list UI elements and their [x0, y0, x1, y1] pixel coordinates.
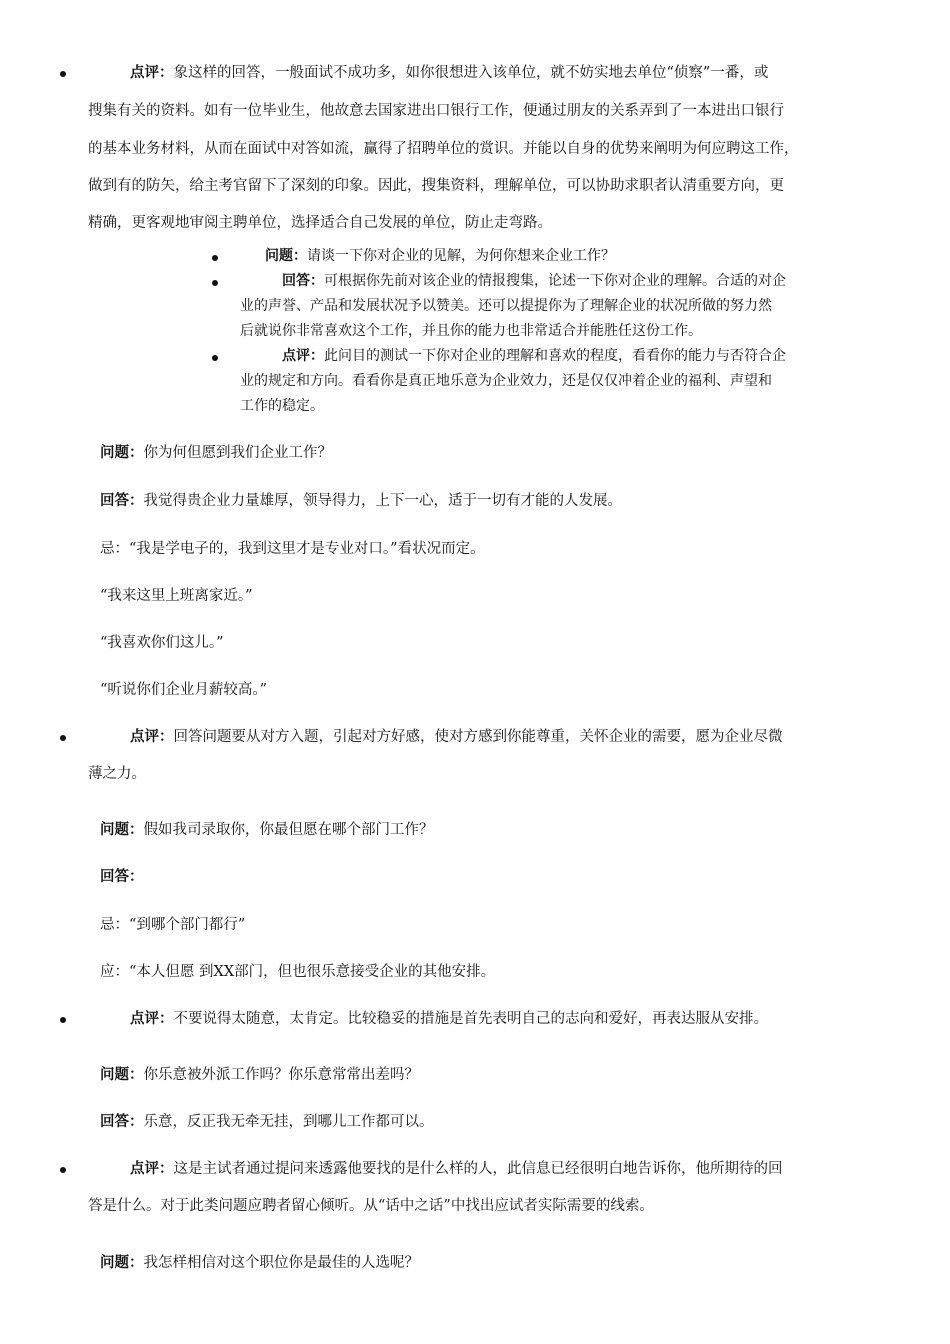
- avoid-line: 忌：“我是学电子的，我到这里才是专业对口。”看状况而定。: [100, 541, 485, 557]
- question-line: [100, 820, 434, 840]
- question-text: 假如我司录取你，你最但愿在哪个部门工作？: [143, 822, 434, 838]
- comment-text: 不要说得太随意，太肯定。比较稳妥的措施是首先表明自己的志向和爱好，再表达服从安排。: [173, 1011, 768, 1027]
- question-label: 问题：: [100, 1066, 144, 1083]
- should-line: 应：“本人但愿 到XX部门，但也很乐意接受企业的其他安排。: [100, 964, 496, 980]
- question-label: 问题：: [265, 248, 307, 264]
- bullet-icon: [60, 71, 66, 77]
- text-line: 薄之力。: [88, 766, 146, 782]
- comment-label: 点评：: [130, 728, 174, 745]
- bullet-icon: [60, 735, 66, 741]
- comment-text: 这是主试者通过提问来透露他要找的是什么样的人，此信息已经很明白地告诉你，他所期待的回: [173, 1161, 783, 1177]
- quote-line: “听说你们企业月薪较高。”: [100, 682, 268, 698]
- question-label: 问题：: [100, 821, 144, 838]
- quote-line: “我喜欢你们这儿。”: [100, 635, 224, 651]
- question-text: 你为何但愿到我们企业工作？: [143, 445, 332, 461]
- answer-text: 可根据你先前对该企业的情报搜集，论述一下你对企业的理解。合适的对企: [324, 273, 786, 289]
- comment-label: 点评：: [130, 1010, 174, 1027]
- answer-text: 乐意，反正我无牵无挂，到哪儿工作都可以。: [143, 1114, 434, 1130]
- bullet-icon: [212, 255, 218, 261]
- question-line: [100, 1065, 419, 1085]
- comment-label: 点评：: [130, 64, 174, 81]
- comment-text: 此问目的测试一下你对企业的理解和喜欢的程度，看看你的能力与否符合企: [324, 348, 786, 364]
- nested-question: [265, 246, 615, 266]
- question-text: 我怎样相信对这个职位你是最佳的人选呢？: [143, 1255, 419, 1271]
- text-line: 的基本业务材料，从而在面试中对答如流，赢得了招聘单位的赏识。并能以自身的优势来阐明为何应聘这工作，: [88, 141, 799, 157]
- question-label: 问题：: [100, 1254, 144, 1271]
- bullet-icon: [60, 1167, 66, 1173]
- question-line: [100, 443, 332, 463]
- text-line: 业的声誉、产品和发展状况予以赞美。还可以提提你为了理解企业的状况所做的努力然: [240, 298, 772, 314]
- comment-paragraph-1: [130, 63, 768, 83]
- text-line: 答是什么。对于此类问题应聘者留心倾听。从“话中之话”中找出应试者实际需要的线索。: [88, 1198, 654, 1214]
- text-line: 后就说你非常喜欢这个工作，并且你的能力也非常适合并能胜任这份工作。: [240, 323, 702, 339]
- text-line: 搜集有关的资料。如有一位毕业生，他故意去国家进出口银行工作，便通过朋友的关系弄到了一本进出口银行: [88, 103, 784, 119]
- quote-line: “我来这里上班离家近。”: [100, 588, 253, 604]
- bullet-icon: [212, 355, 218, 361]
- answer-line: [100, 1112, 434, 1132]
- answer-label: 回答：: [100, 1113, 144, 1130]
- text-line: 工作的稳定。: [240, 398, 324, 414]
- comment-label: 点评：: [282, 348, 324, 364]
- question-text: 你乐意被外派工作吗？你乐意常常出差吗？: [143, 1067, 419, 1083]
- nested-answer: [282, 271, 786, 291]
- comment-paragraph-3: [130, 1009, 768, 1029]
- text-line: 精确，更客观地审阅主聘单位，选择适合自己发展的单位，防止走弯路。: [88, 215, 552, 231]
- text-line: 象这样的回答，一般面试不成功多，如你很想进入该单位，就不妨实地去单位“侦察”一番，或: [173, 65, 769, 81]
- bullet-icon: [60, 1017, 66, 1023]
- comment-label: 点评：: [130, 1160, 174, 1177]
- answer-line: [100, 491, 622, 511]
- answer-label: 回答：: [100, 492, 144, 509]
- text-line: 做到有的防矢，给主考官留下了深刻的印象。因此，搜集资料，理解单位，可以协助求职者认清重要方向，更: [88, 178, 784, 194]
- comment-paragraph-4: [130, 1159, 783, 1179]
- bullet-icon: [212, 280, 218, 286]
- nested-comment: [282, 346, 786, 366]
- comment-text: 回答问题要从对方入题，引起对方好感，使对方感到你能尊重，关怀企业的需要，愿为企业尽微: [173, 729, 783, 745]
- question-line: [100, 1253, 419, 1273]
- question-text: 请谈一下你对企业的见解，为何你想来企业工作？: [307, 248, 615, 264]
- answer-text: 我觉得贵企业力量雄厚，领导得力，上下一心，适于一切有才能的人发展。: [143, 493, 622, 509]
- question-label: 问题：: [100, 444, 144, 461]
- avoid-line: 忌：“到哪个部门都行”: [100, 917, 246, 933]
- comment-paragraph-2: [130, 727, 783, 747]
- text-line: 业的规定和方向。看看你是真正地乐意为企业效力，还是仅仅冲着企业的福利、声望和: [240, 373, 772, 389]
- answer-line: [100, 867, 144, 887]
- answer-label: 回答：: [282, 273, 324, 289]
- answer-label: 回答：: [100, 868, 144, 885]
